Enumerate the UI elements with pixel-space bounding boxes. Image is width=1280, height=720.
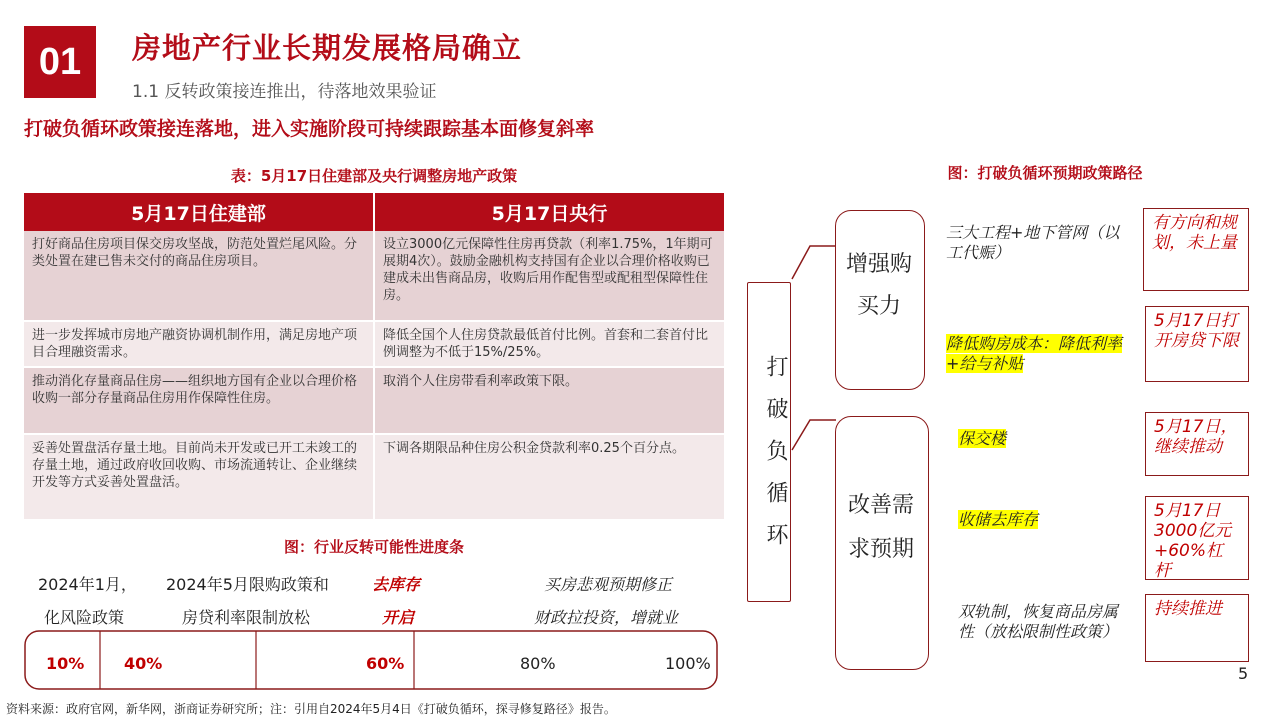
progress-tick: 100% — [665, 654, 711, 673]
diagram-root-label: 打破负循环 — [763, 355, 788, 565]
page-title: 房地产行业长期发展格局确立 — [132, 31, 523, 65]
table-cell: 打好商品住房项目保交房攻坚战，防范处置烂尾风险。分类处置在建已售未交付的商品住房项目。 — [24, 231, 374, 321]
policy-item: 双轨制，恢复商品房属性（放松限制性政策） — [958, 602, 1119, 641]
footer-source: 资料来源：政府官网，新华网，浙商证券研究所；注：引用自2024年5月4日《打破负循环，探寻修复路径》报告。 — [6, 702, 616, 716]
table-cell: 降低全国个人住房贷款最低首付比例。首套和二套首付比例调整为不低于15%/25%。 — [374, 321, 724, 367]
table-row — [24, 321, 724, 367]
policy-item-text: 收储去库存 — [958, 510, 1039, 529]
progress-caption: 图：行业反转可能性进度条 — [283, 538, 464, 556]
policy-item-text: 降低购房成本：降低利率+给与补贴 — [946, 334, 1123, 373]
key-message: 打破负循环政策接连落地，进入实施阶段可持续跟踪基本面修复斜率 — [24, 118, 595, 140]
status-box: 5月17日3000亿元+60%杠杆 — [1145, 496, 1249, 580]
table-cell: 妥善处置盘活存量土地。目前尚未开发或已开工未竣工的存量土地，通过政府收回收购、市场流通转让、企业继续开发等方式妥善处置盘活。 — [24, 434, 374, 520]
page-subtitle: 1.1 反转政策接连推出，待落地效果验证 — [132, 82, 437, 102]
table-cell: 推动消化存量商品住房——组织地方国有企业以合理价格收购一部分存量商品住房用作保障性住房。 — [24, 367, 374, 434]
status-box: 有方向和规划，未上量 — [1143, 208, 1249, 291]
column-header-mohurd: 5月17日住建部 — [24, 193, 374, 231]
table-cell: 下调各期限品种住房公积金贷款利率0.25个百分点。 — [374, 434, 724, 520]
milestone-label: 房贷利率限制放松 — [182, 608, 311, 627]
section-number-badge: 01 — [24, 26, 96, 98]
table-header-row — [24, 193, 724, 231]
table-cell: 进一步发挥城市房地产融资协调机制作用，满足房地产项目合理融资需求。 — [24, 321, 374, 367]
table-row — [24, 231, 724, 321]
column-header-pboc: 5月17日央行 — [374, 193, 724, 231]
branch-label: 改善需求预期 — [848, 493, 915, 562]
progress-tick: 80% — [520, 654, 556, 673]
progress-tick: 40% — [124, 654, 163, 673]
policy-item: 三大工程+地下管网（以工代赈） — [946, 223, 1120, 262]
table-row — [24, 434, 724, 520]
table-caption: 表：5月17日住建部及央行调整房地产政策 — [230, 167, 518, 185]
policy-item-highlight — [958, 510, 1038, 530]
policy-item-highlight — [946, 334, 1142, 374]
page-number: 5 — [1238, 664, 1249, 683]
status-box: 持续推进 — [1145, 594, 1249, 662]
table-row — [24, 367, 724, 434]
branch-label: 增强购买力 — [846, 252, 913, 319]
table-cell: 取消个人住房带看利率政策下限。 — [374, 367, 724, 434]
milestone-label-highlight: 开启 — [382, 608, 415, 627]
progress-tick: 10% — [46, 654, 85, 673]
milestone-label: 2024年5月限购政策和 — [166, 575, 329, 594]
status-box: 5月17日，继续推动 — [1145, 412, 1249, 476]
milestone-label: 财政拉投资，增就业 — [534, 608, 679, 627]
diagram-caption: 图：打破负循环预期政策路径 — [947, 164, 1143, 182]
milestone-label-highlight: 去库存 — [372, 575, 421, 594]
milestone-label: 2024年1月， — [38, 575, 137, 594]
table-cell: 设立3000亿元保障性住房再贷款（利率1.75%，1年期可展期4次）。鼓励金融机构支持国有企业以合理价格收购已建成未出售商品房，收购后用作配售型或配租型保障性住房。 — [374, 231, 724, 321]
milestone-label: 买房悲观预期修正 — [544, 575, 673, 594]
policy-item-highlight — [958, 429, 1006, 449]
policy-table — [24, 193, 724, 521]
policy-item-text: 保交楼 — [958, 429, 1007, 448]
progress-tick: 60% — [366, 654, 405, 673]
milestone-label: 化风险政策 — [44, 608, 125, 627]
status-box: 5月17日打开房贷下限 — [1145, 306, 1249, 382]
